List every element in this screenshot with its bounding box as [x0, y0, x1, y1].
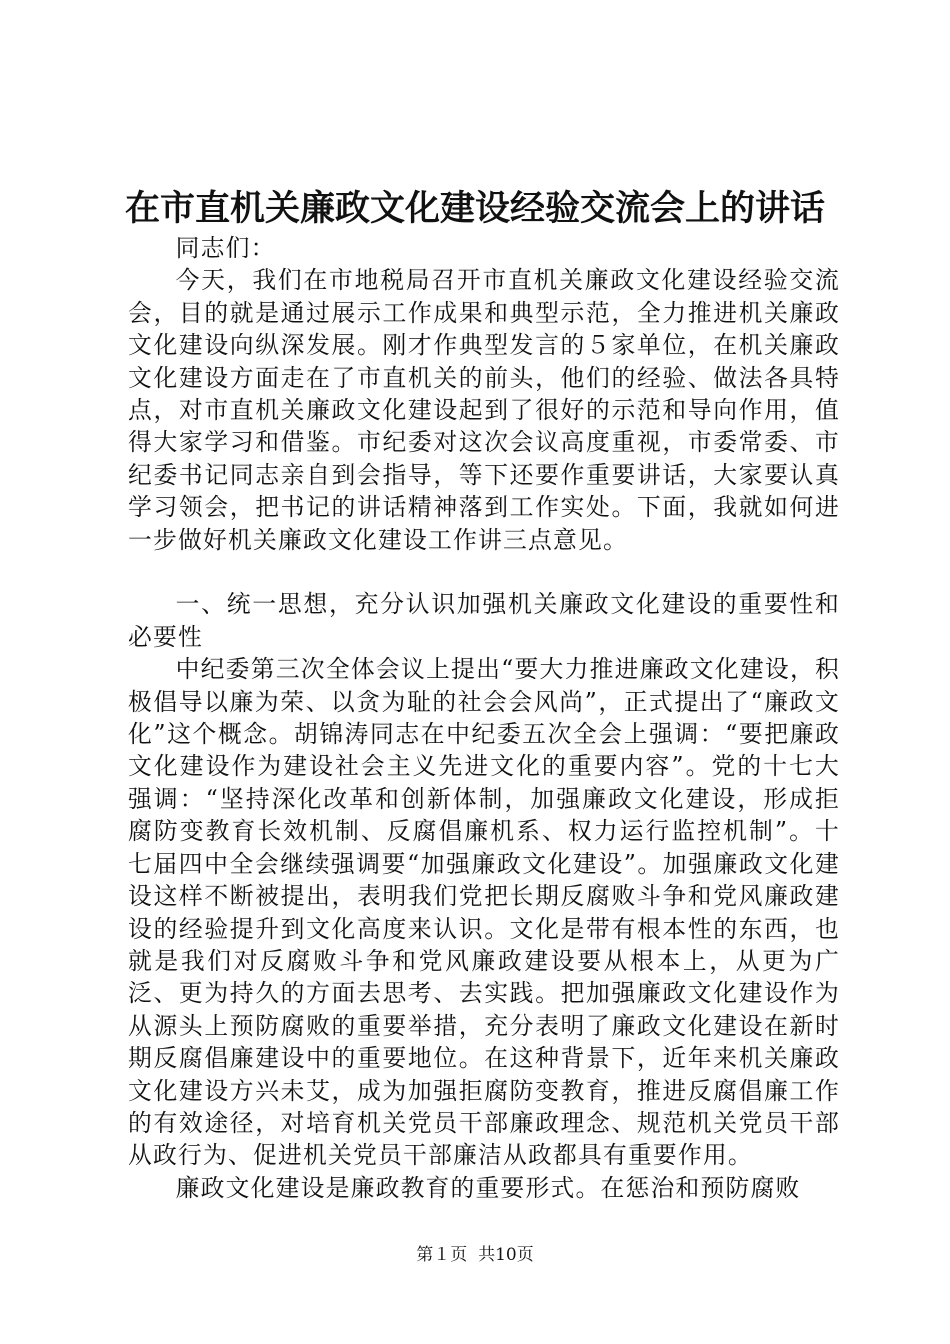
page-number-footer: 第１页 共10页: [416, 1245, 534, 1265]
salutation: 同志们：: [175, 234, 276, 262]
paragraph-opening: 今天，我们在市地税局召开市直机关廉政文化建设经验交流会，目的就是通过展示工作成果和典型示范，全力推进机关廉政文化建设向纵深发展。刚才作典型发言的５家单位，在机关廉政文化建设方面走在了市直机关的前头，他们的经验、做法各具特点，对市直机关廉政文化建设起到了很好的示范和导向作用，值得大家学习和借鉴。市纪委对这次会议高度重视，市委常委、市纪委书记同志亲自到会指导，等下还要作重要讲话，大家要认真学习领会，把书记的讲话精神落到工作实处。下面，我就如何进一步做好机关廉政文化建设工作讲三点意见。: [128, 266, 840, 554]
paragraph-section-1: 中纪委第三次全体会议上提出“要大力推进廉政文化建设，积极倡导以廉为荣、以贪为耻的社会会风尚”，正式提出了“廉政文化”这个概念。胡锦涛同志在中纪委五次全会上强调：“要把廉政文化建设作为建设社会主义先进文化的重要内容”。党的十七大强调：“坚持深化改革和创新体制，加强廉政文化建设，形成拒腐防变教育长效机制、反腐倡廉机系、权力运行监控机制”。十七届四中全会继续强调要“加强廉政文化建设”。加强廉政文化建设这样不断被提出，表明我们党把长期反腐败斗争和党风廉政建设的经验提升到文化高度来认识。文化是带有根本性的东西，也就是我们对反腐败斗争和党风廉政建设要从根本上，从更为广泛、更为持久的方面去思考、去实践。把加强廉政文化建设作为从源头上预防腐败的重要举措，充分表明了廉政文化建设在新时期反腐倡廉建设中的重要地位。在这种背景下，近年来机关廉政文化建设方兴未艾，成为加强拒腐防变教育，推进反腐倡廉工作的有效途径，对培育机关党员干部廉政理念、规范机关党员干部从政行为、促进机关党员干部廉洁从政都具有重要作用。: [128, 655, 840, 1170]
document-title: 在市直机关廉政文化建设经验交流会上的讲话: [124, 188, 825, 229]
paragraph-spacer: [128, 556, 840, 588]
paragraph-continued: 廉政文化建设是廉政教育的重要形式。在惩治和预防腐败: [175, 1173, 801, 1202]
section-heading-1: 一、统一思想，充分认识加强机关廉政文化建设的重要性和必要性: [128, 590, 840, 651]
document-body: [128, 232, 840, 1204]
